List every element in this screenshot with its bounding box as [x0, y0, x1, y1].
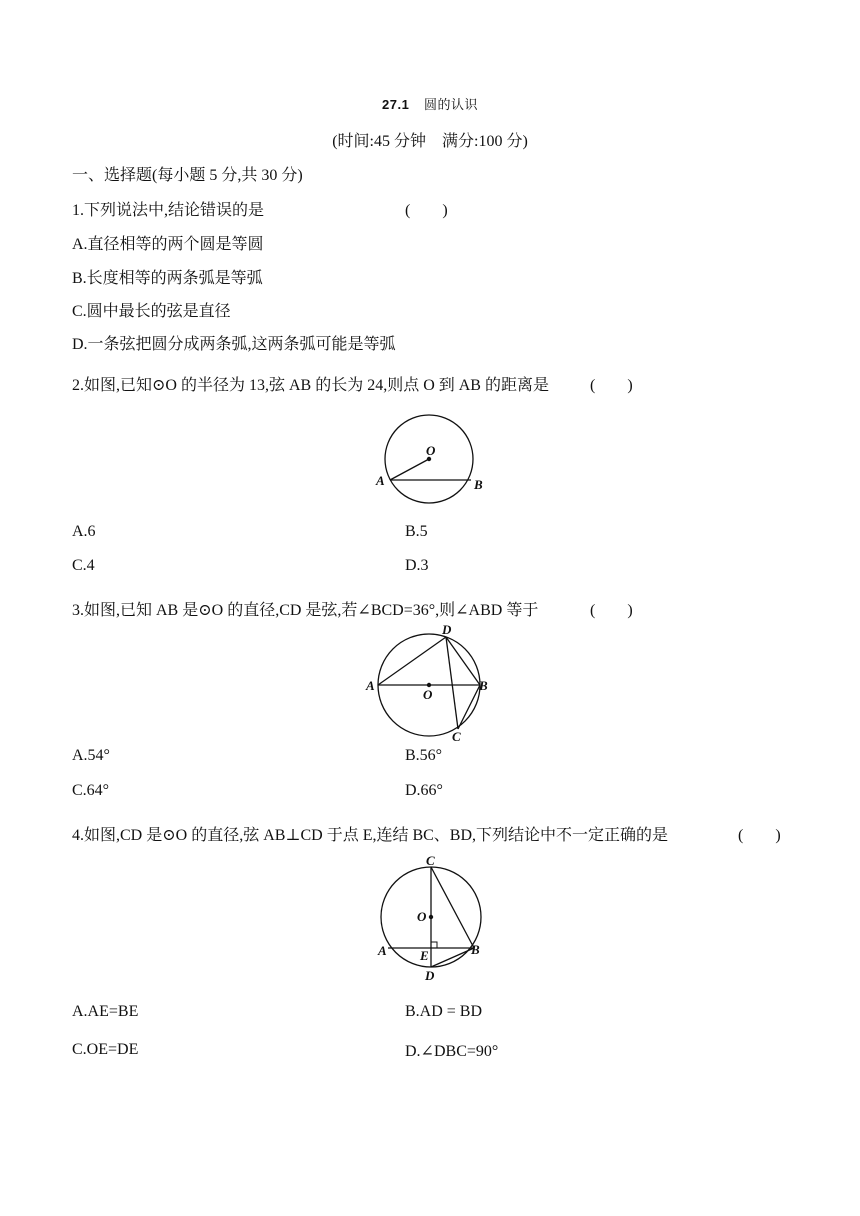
q4-option-a: A.AE=BE [72, 1003, 139, 1020]
q4-right-angle-mark [431, 942, 437, 948]
q4-option-d: D.∠DBC=90° [405, 1043, 499, 1060]
q4-center-point [429, 915, 433, 919]
q4-figure [368, 851, 498, 986]
q3-option-c: C.64° [72, 782, 110, 799]
q4-option-b: B.AD = BD [405, 1003, 483, 1020]
q1-stem: 1.下列说法中,结论错误的是 [72, 202, 265, 219]
q3-figure [362, 623, 502, 743]
q4-label-o: O [417, 909, 427, 924]
q3-label-c: C [452, 729, 461, 743]
q4-chord-bd [431, 948, 474, 967]
q3-label-o: O [423, 687, 433, 702]
q2-label-a: A [376, 473, 385, 488]
section-heading: 一、选择题(每小题 5 分,共 30 分) [72, 167, 303, 184]
q3-answer-bracket: ( ) [590, 602, 633, 619]
section-title: 圆的认识 [423, 98, 478, 113]
q2-label-b: B [474, 477, 483, 492]
q4-label-c: C [426, 853, 435, 868]
q1-option-c: C.圆中最长的弦是直径 [72, 303, 231, 320]
q4-label-b: B [471, 942, 480, 957]
q1-option-d: D.一条弦把圆分成两条弧,这两条弧可能是等弧 [72, 336, 396, 353]
q3-option-b: B.56° [405, 747, 443, 764]
q2-option-d: D.3 [405, 557, 429, 574]
q3-label-b: B [479, 678, 488, 693]
q4-answer-bracket: ( ) [738, 827, 781, 844]
q1-option-b: B.长度相等的两条弧是等弧 [72, 270, 263, 287]
q1-answer-bracket: ( ) [405, 202, 448, 219]
q2-answer-bracket: ( ) [590, 377, 633, 394]
q3-option-a: A.54° [72, 747, 110, 764]
q2-option-b: B.5 [405, 523, 428, 540]
q4-chord-bc [431, 867, 474, 948]
q3-chord-ad [378, 637, 446, 685]
q3-label-a: A [366, 678, 375, 693]
q2-radius-oa [390, 459, 429, 480]
q4-label-e: E [420, 948, 429, 963]
q4-option-c: C.OE=DE [72, 1041, 139, 1058]
q3-chord-bc [458, 685, 480, 729]
q4-stem: 4.如图,CD 是⊙O 的直径,弦 AB⊥CD 于点 E,连结 BC、BD,下列结论中不一定正确的是 [72, 827, 669, 844]
q2-figure [360, 412, 500, 512]
page-title [0, 94, 860, 113]
q3-stem: 3.如图,已知 AB 是⊙O 的直径,CD 是弦,若∠BCD=36°,则∠ABD 等于 [72, 602, 539, 619]
q4-label-a: A [378, 943, 387, 958]
q3-label-d: D [442, 623, 452, 637]
page-subtitle: (时间:45 分钟 满分:100 分) [332, 133, 528, 150]
q2-option-a: A.6 [72, 523, 96, 540]
q1-option-a: A.直径相等的两个圆是等圆 [72, 236, 264, 253]
q3-option-d: D.66° [405, 782, 443, 799]
q2-label-o: O [426, 443, 436, 458]
section-number: 27.1 [382, 97, 410, 112]
q4-label-d: D [425, 968, 435, 983]
q2-option-c: C.4 [72, 557, 95, 574]
q2-stem: 2.如图,已知⊙O 的半径为 13,弦 AB 的长为 24,则点 O 到 AB 的距离是 [72, 377, 549, 394]
